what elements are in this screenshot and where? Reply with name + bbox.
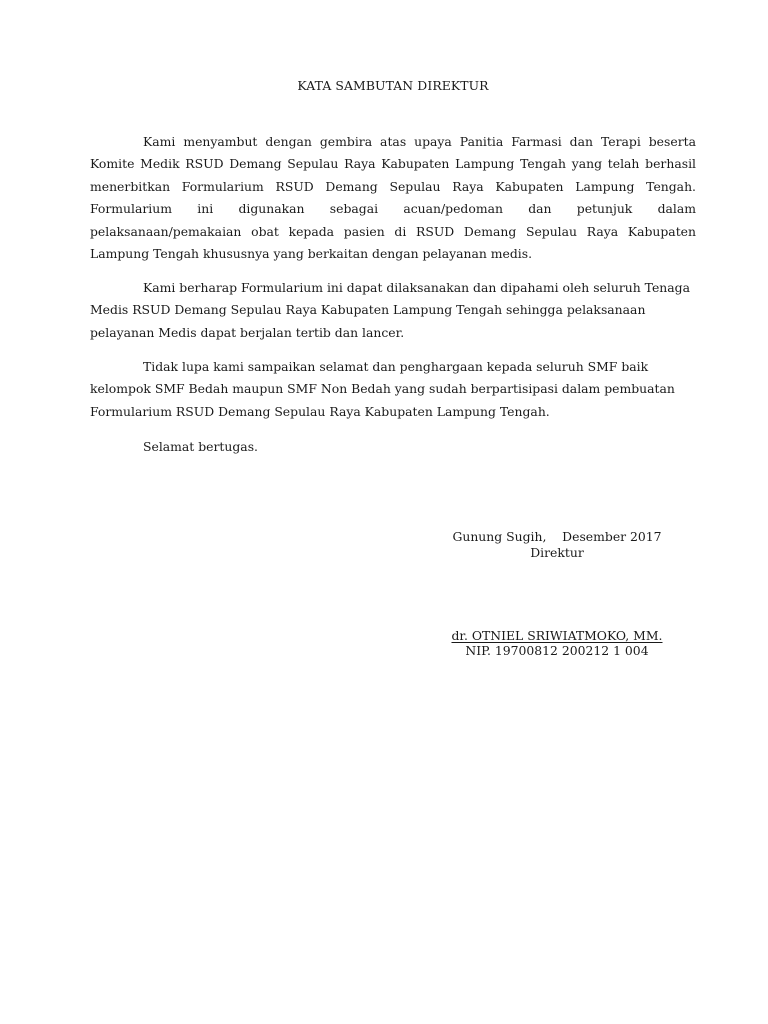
paragraph-2: Kami berharap Formularium ini dapat dilaksanakan dan dipahami oleh seluruh Tenaga Medis RSUD Demang Sepulau Raya Kabupaten Lampung Tengah sehingga pelaksanaan pelayanan Medis dapat berjalan tertib dan lancer. [90, 280, 690, 340]
signature-position: Direktur [530, 545, 584, 560]
paragraph-3: Tidak lupa kami sampaikan selamat dan penghargaan kepada seluruh SMF baik kelompok SMF Bedah maupun SMF Non Bedah yang sudah berpartisipasi dalam pembuatan Formularium RSUD Demang Sepulau Raya Kabupaten Lampung Tengah. [90, 359, 675, 419]
closing-greeting: Selamat bertugas. [143, 439, 258, 454]
signer-name: dr. OTNIEL SRIWIATMOKO, MM. [451, 628, 663, 643]
signature-place-date: Gunung Sugih, Desember 2017 [452, 529, 662, 544]
paragraph-1: Kami menyambut dengan gembira atas upaya Panitia Farmasi dan Terapi beserta Komite Medik RSUD Demang Sepulau Raya Kabupaten Lampung Tengah yang telah berhasil menerbitkan Formularium RSUD Demang Sepulau Raya Kabupaten Lampung Tengah. Formularium ini digunakan sebagai acuan/pedoman dan petunjuk dalam pelaksanaan/pemakaian obat kepada pasien di RSUD Demang Sepulau Raya Kabupaten Lampung Tengah khususnya yang berkaitan dengan pelayanan medis. [90, 134, 696, 262]
signer-nip: NIP. 19700812 200212 1 004 [465, 643, 649, 658]
document-title: KATA SAMBUTAN DIREKTUR [297, 78, 489, 93]
